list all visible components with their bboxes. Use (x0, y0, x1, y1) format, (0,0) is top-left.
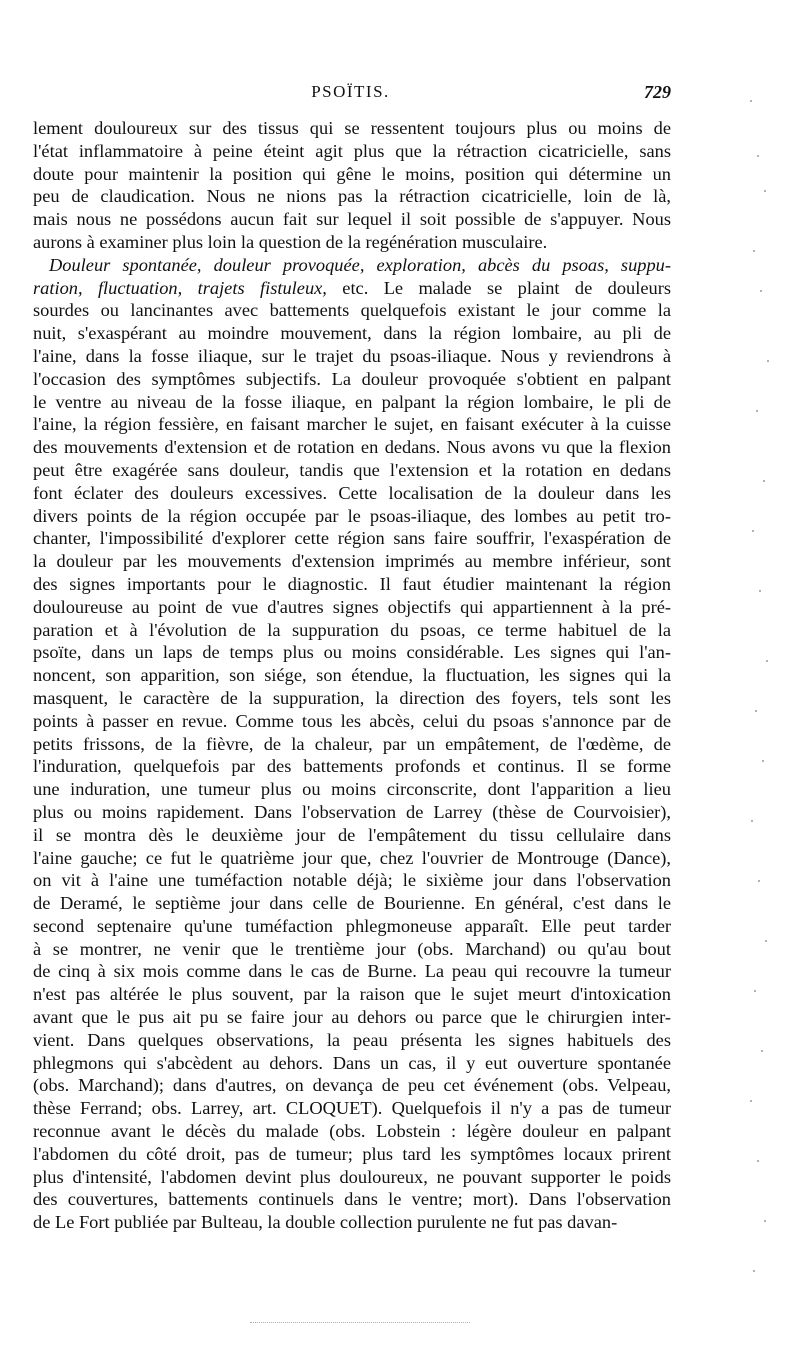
text-line: paration et à l'évolution de la suppuration du psoas, ce terme habituel de la (33, 619, 671, 640)
text-line: noncent, son apparition, son siége, son étendue, la fluctuation, les signes qui la (33, 665, 671, 686)
speck (765, 940, 767, 942)
text-line: des mouvements d'extension et de rotation en dedans. Nous avons vu que la flexion (33, 437, 671, 458)
text-line: vient. Dans quelques observations, la peau présenta les signes habituels des (33, 1029, 671, 1050)
text-line: chanter, l'impossibilité d'explorer cette région sans faire souffrir, l'exaspération de (33, 528, 671, 549)
text-line: l'aine gauche; ce fut le quatrième jour que, chez l'ouvrier de Montrouge (Dance), (33, 847, 671, 868)
text-line: l'occasion des symptômes subjectifs. La douleur provoquée s'obtient en palpant (33, 368, 671, 389)
text-line: on vit à l'aine une tuméfaction notable déjà; le sixième jour dans l'observation (33, 870, 671, 891)
text-line: de Deramé, le septième jour dans celle de Bourienne. En général, c'est dans le (33, 893, 671, 914)
text-line: masquent, le caractère de la suppuration, la direction des foyers, tels sont les (33, 687, 671, 708)
speck (753, 250, 755, 252)
text-line: une induration, une tumeur plus ou moins circonscrite, dont l'apparition a lieu (33, 779, 671, 800)
speck (759, 590, 761, 592)
text-line: second septenaire qu'une tuméfaction phlegmoneuse apparaît. Elle peut tarder (33, 915, 671, 936)
text-line: Douleur spontanée, douleur provoquée, exploration, abcès du psoas, suppu- (49, 254, 671, 275)
text-line: lement douloureux sur des tissus qui se ressentent toujours plus ou moins de (33, 118, 671, 138)
text-line: le ventre au niveau de la fosse iliaque, en palpant la région lombaire, le pli de (33, 391, 671, 412)
speck (754, 990, 756, 992)
text-line: de Le Fort publiée par Bulteau, la double collection purulente ne fut pas davan- (33, 1212, 618, 1233)
text-line: doute pour maintenir la position qui gêne le moins, position qui détermine un (33, 163, 671, 184)
speck (750, 100, 752, 102)
text-line: thèse Ferrand; obs. Larrey, art. CLOQUET). Quelquefois il n'y a pas de tumeur (33, 1098, 671, 1119)
speck (757, 155, 759, 157)
text-line: plus ou moins rapidement. Dans l'observation de Larrey (thèse de Courvoisier), (33, 801, 671, 822)
speck (752, 530, 754, 532)
text-line: il se montra dès le deuxième jour de l'empâtement du tissu cellulaire dans (33, 824, 671, 845)
text-line: nuit, s'exaspérant au moindre mouvement, dans la région lombaire, au pli de (33, 323, 671, 344)
text-line: petits frissons, de la fièvre, de la chaleur, par un empâtement, de l'œdème, de (33, 733, 671, 754)
text-line: l'induration, quelquefois par des battements profonds et continus. Il se forme (33, 756, 671, 777)
body-text (33, 117, 671, 1234)
text-line: à se montrer, ne venir que le trentième jour (obs. Marchand) ou qu'au bout (33, 938, 671, 959)
speck (755, 710, 757, 712)
text-line: points à passer en revue. Comme tous les abcès, celui du psoas s'annonce par de (33, 710, 671, 731)
text-line: mais nous ne possédons aucun fait sur lequel il soit possible de s'appuyer. Nous (33, 209, 671, 230)
text-line: douloureuse au point de vue d'autres signes objectifs qui appartiennent à la pré- (33, 596, 671, 617)
text-line: la douleur par les mouvements d'extension imprimés au membre inférieur, sont (33, 551, 671, 572)
text-line: (obs. Marchand); dans d'autres, on devança de peu cet événement (obs. Velpeau, (33, 1075, 671, 1096)
speck (767, 360, 769, 362)
speck (760, 290, 762, 292)
text-line: peut être exagérée sans douleur, tandis que l'extension et la rotation en dedans (33, 459, 671, 480)
speck (753, 1270, 755, 1272)
running-title: PSOÏTIS. (311, 82, 390, 101)
text-line: des couvertures, battements continuels dans le ventre; mort). Dans l'observation (33, 1189, 671, 1210)
text-line: aurons à examiner plus loin la question de la regénération musculaire. (33, 231, 548, 252)
speck (757, 1160, 759, 1162)
text-line: l'aine, dans la fosse iliaque, sur le trajet du psoas-iliaque. Nous y reviendrons à (33, 345, 671, 366)
text-line: l'abdomen du côté droit, pas de tumeur; plus tard les symptômes locaux prirent (33, 1143, 671, 1164)
text-line: plus d'intensité, l'abdomen devint plus douloureux, ne pouvant supporter le poids (33, 1166, 671, 1187)
page-number: 729 (644, 82, 671, 102)
text-line: ration, fluctuation, trajets fistuleux, etc. Le malade se plaint de douleurs (33, 277, 671, 298)
text-line: des signes importants pour le diagnostic. Il faut étudier maintenant la région (33, 573, 671, 594)
speck (763, 480, 765, 482)
speck (758, 880, 760, 882)
text-line: l'état inflammatoire à peine éteint agit plus que la rétraction cicatricielle, sans (33, 140, 671, 161)
text-line: psoïte, dans un laps de temps plus ou moins considérable. Les signes qui l'an- (33, 642, 671, 663)
speck (750, 1100, 752, 1102)
text-line: n'est pas altérée le plus souvent, par la raison que le sujet meurt d'intoxication (33, 984, 671, 1005)
text-line: avant que le pus ait pu se faire jour au dehors ou parce que le chirurgien inter- (33, 1007, 671, 1028)
speck (761, 1050, 763, 1052)
scan-margin-specks (750, 60, 780, 1340)
page-header (30, 82, 671, 106)
speck (756, 410, 758, 412)
text-line: de cinq à six mois comme dans le cas de Burne. La peau qui recouvre la tumeur (33, 961, 671, 982)
text-line: peu de claudication. Nous ne nions pas la rétraction cicatricielle, loin de là, (33, 186, 671, 207)
scan-bottom-specks (250, 1322, 470, 1327)
speck (762, 760, 764, 762)
text-line: sourdes ou lancinantes avec battements quelquefois existant le jour comme la (33, 300, 671, 321)
speck (751, 820, 753, 822)
text-line: divers points de la région occupée par le psoas-iliaque, des lombes au petit tro- (33, 505, 671, 526)
speck (764, 1220, 766, 1222)
speck (764, 190, 766, 192)
text-line: reconnue avant le décès du malade (obs. Lobstein : légère douleur en palpant (33, 1121, 671, 1142)
speck (766, 660, 768, 662)
text-line: font éclater des douleurs excessives. Cette localisation de la douleur dans les (33, 482, 671, 503)
text-line: l'aine, la région fessière, en faisant marcher le sujet, en faisant exécuter à la cuisse (33, 414, 671, 435)
text-line: phlegmons qui s'abcèdent au dehors. Dans un cas, il y eut ouverture spontanée (33, 1052, 671, 1073)
